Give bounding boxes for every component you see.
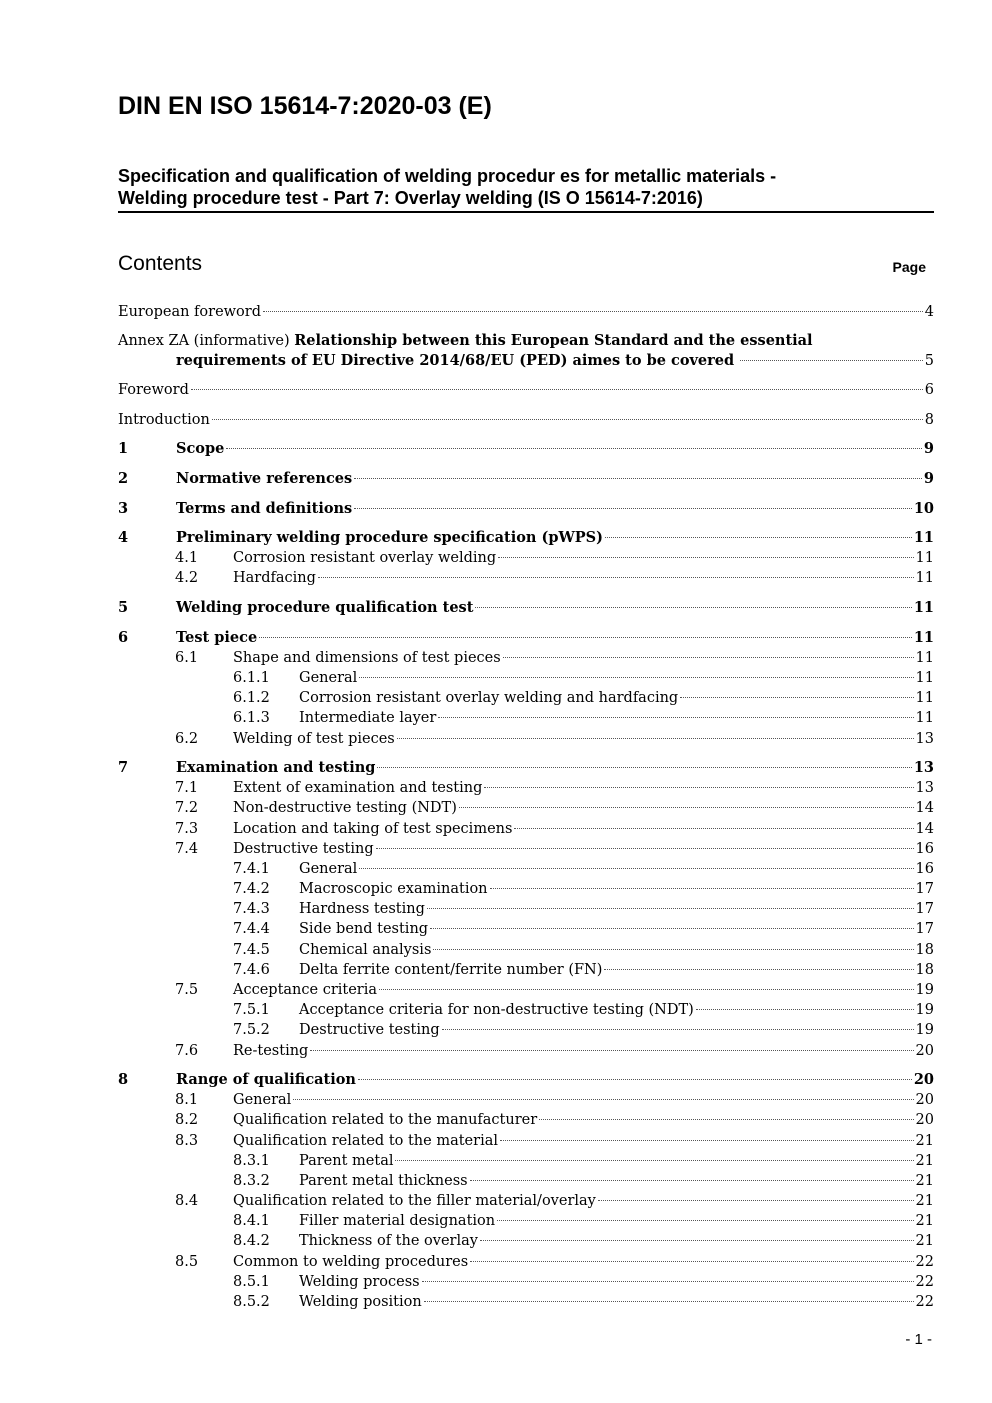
toc-entry-page: 21 xyxy=(915,1233,934,1249)
toc-leader xyxy=(293,1099,913,1100)
toc-entry-page: 11 xyxy=(915,550,934,566)
toc-entry[interactable] xyxy=(118,1211,934,1231)
toc-entry-title: Common to welding procedures xyxy=(233,1254,469,1270)
toc-leader xyxy=(480,1240,914,1241)
toc-leader xyxy=(442,1029,914,1030)
toc-leader xyxy=(358,1079,912,1080)
toc-entry[interactable] xyxy=(118,758,934,778)
toc-entry-title: General xyxy=(299,670,358,686)
toc-entry[interactable] xyxy=(118,628,934,648)
toc-entry[interactable] xyxy=(118,410,934,430)
toc-leader xyxy=(680,697,913,698)
toc-entry-title: Introduction xyxy=(118,412,210,428)
toc-leader xyxy=(598,1200,914,1201)
toc-entry-page: 19 xyxy=(915,1022,934,1038)
toc-entry[interactable] xyxy=(118,1000,934,1020)
toc-entry[interactable] xyxy=(118,839,934,859)
toc-leader xyxy=(539,1119,913,1120)
toc-entry-number: 7.5.1 xyxy=(233,1002,270,1018)
toc-entry[interactable] xyxy=(118,1292,934,1312)
toc-leader xyxy=(397,738,914,739)
toc-entry-title: Extent of examination and testing xyxy=(233,780,483,796)
toc-entry-number: 7.4.3 xyxy=(233,901,270,917)
toc-entry-page: 4 xyxy=(924,304,934,320)
toc-entry[interactable] xyxy=(118,1090,934,1110)
toc-entry-page: 16 xyxy=(915,841,934,857)
toc-entry-page: 11 xyxy=(915,690,934,706)
toc-leader xyxy=(376,848,914,849)
toc-entry[interactable] xyxy=(118,1110,934,1130)
toc-entry-title: Non-destructive testing (NDT) xyxy=(233,800,457,816)
toc-leader xyxy=(604,969,913,970)
toc-entry-page: 13 xyxy=(913,759,934,776)
toc-entry-title: Hardness testing xyxy=(299,901,425,917)
toc-entry-title: Chemical analysis xyxy=(299,942,432,958)
toc-entry-title: Corrosion resistant overlay welding xyxy=(233,550,497,566)
toc-entry[interactable] xyxy=(118,439,934,459)
annex-title-line-1: Relationship between this European Standard and the essential xyxy=(294,332,813,349)
toc-entry-title: Preliminary welding procedure specification (pWPS) xyxy=(176,529,603,546)
toc-entry[interactable] xyxy=(118,1272,934,1292)
toc-entry[interactable] xyxy=(118,1252,934,1272)
annex-prefix: Annex ZA (informative) xyxy=(118,333,295,349)
toc-leader xyxy=(740,360,923,361)
toc-entry-page: 9 xyxy=(923,470,934,487)
toc-entry-number: 7.5 xyxy=(175,982,199,998)
toc-entry-page: 18 xyxy=(915,962,934,978)
toc-leader xyxy=(212,419,923,420)
toc-entry[interactable] xyxy=(118,729,934,749)
toc-entry-title: Macroscopic examination xyxy=(299,881,488,897)
toc-entry-number: 6.1.2 xyxy=(233,690,270,706)
toc-entry-number: 7.4.1 xyxy=(233,861,270,877)
toc-entry-number: 7.2 xyxy=(175,800,199,816)
toc-entry-page: 21 xyxy=(915,1193,934,1209)
toc-entry-page: 22 xyxy=(915,1294,934,1310)
toc-entry[interactable] xyxy=(118,980,934,1000)
toc-entry-title: Hardfacing xyxy=(233,570,316,586)
toc-entry-title: Range of qualification xyxy=(176,1071,356,1088)
toc-entry-number: 8 xyxy=(118,1071,129,1088)
toc-entry-number: 8.4 xyxy=(175,1193,199,1209)
toc-entry-page: 17 xyxy=(915,921,934,937)
toc-entry-title: Qualification related to the manufacturer xyxy=(233,1112,538,1128)
toc-entry-title: Filler material designation xyxy=(299,1213,496,1229)
toc-entry-page: 9 xyxy=(923,440,934,457)
toc-entry[interactable] xyxy=(118,798,934,818)
toc-entry-title: Test piece xyxy=(176,629,258,646)
toc-leader xyxy=(484,787,913,788)
toc-entry-number: 5 xyxy=(118,599,129,616)
toc-entry-number: 4.2 xyxy=(175,570,199,586)
toc-leader xyxy=(377,767,911,768)
toc-entry[interactable] xyxy=(118,899,934,919)
toc-leader xyxy=(430,928,913,929)
toc-leader xyxy=(490,888,914,889)
toc-entry-number: 7.5.2 xyxy=(233,1022,270,1038)
document-subtitle xyxy=(118,165,934,213)
toc-entry[interactable] xyxy=(118,919,934,939)
annex-title-line-2: requirements of EU Directive 2014/68/EU (PED) aimes to be covered xyxy=(176,352,735,369)
toc-entry-title: Scope xyxy=(176,440,225,457)
toc-entry[interactable] xyxy=(118,819,934,839)
toc-entry-number: 3 xyxy=(118,500,129,517)
toc-entry[interactable] xyxy=(118,380,934,400)
subtitle-line-2: Welding procedure test - Part 7: Overlay welding (IS O 15614-7:2016) xyxy=(118,188,703,208)
toc-entry-title: Qualification related to the filler material/overlay xyxy=(233,1193,596,1209)
toc-entry-title: Parent metal thickness xyxy=(299,1173,468,1189)
toc-entry-title: Side bend testing xyxy=(299,921,429,937)
toc-entry-number: 7.4.2 xyxy=(233,881,270,897)
toc-entry-number: 8.5.1 xyxy=(233,1274,270,1290)
toc-entry[interactable] xyxy=(118,688,934,708)
toc-entry-title: Shape and dimensions of test pieces xyxy=(233,650,501,666)
toc-leader xyxy=(475,607,911,608)
toc-leader xyxy=(359,868,913,869)
toc-entry-page: 11 xyxy=(915,710,934,726)
toc-leader xyxy=(503,657,914,658)
toc-entry-title: Examination and testing xyxy=(176,759,376,776)
toc-entry-title: Parent metal xyxy=(299,1153,394,1169)
toc-leader xyxy=(696,1009,914,1010)
toc-entry-page: 17 xyxy=(915,881,934,897)
toc-entry[interactable] xyxy=(118,879,934,899)
toc-entry-page: 17 xyxy=(915,901,934,917)
toc-entry[interactable] xyxy=(118,1171,934,1191)
toc-entry-number: 8.5.2 xyxy=(233,1294,270,1310)
toc-entry-page: 22 xyxy=(915,1274,934,1290)
toc-leader xyxy=(605,537,912,538)
toc-entry-page: 20 xyxy=(915,1043,934,1059)
toc-entry-number: 8.1 xyxy=(175,1092,199,1108)
toc-entry-title: Delta ferrite content/ferrite number (FN) xyxy=(299,962,603,978)
toc-leader xyxy=(318,577,914,578)
toc-entry-annex-za[interactable] xyxy=(118,331,934,371)
toc-entry[interactable] xyxy=(118,778,934,798)
toc-entry[interactable] xyxy=(118,1131,934,1151)
toc-entry[interactable] xyxy=(118,1070,934,1090)
document-title: DIN EN ISO 15614-7:2020-03 (E) xyxy=(118,92,492,120)
toc-entry-number: 8.4.2 xyxy=(233,1233,270,1249)
toc-entry-page: 19 xyxy=(915,982,934,998)
toc-entry-title: Welding of test pieces xyxy=(233,731,395,747)
toc-entry-page: 21 xyxy=(915,1133,934,1149)
toc-leader xyxy=(424,1301,914,1302)
toc-entry-number: 8.4.1 xyxy=(233,1213,270,1229)
toc-entry-page: 19 xyxy=(915,1002,934,1018)
toc-entry-title: Qualification related to the material xyxy=(233,1133,498,1149)
toc-entry[interactable] xyxy=(118,1041,934,1061)
toc-entry-number: 2 xyxy=(118,470,129,487)
toc-entry-page: 22 xyxy=(915,1254,934,1270)
toc-entry-page: 21 xyxy=(915,1173,934,1189)
toc-entry[interactable] xyxy=(118,648,934,668)
toc-entry-title: Normative references xyxy=(176,470,353,487)
toc-entry-page: 20 xyxy=(915,1112,934,1128)
toc-leader xyxy=(263,311,923,312)
toc-entry-title: Acceptance criteria for non-destructive testing (NDT) xyxy=(299,1002,694,1018)
toc-entry-title: Welding position xyxy=(299,1294,422,1310)
toc-entry[interactable] xyxy=(118,1151,934,1171)
toc-entry-title: Re-testing xyxy=(233,1043,309,1059)
toc-entry-number: 8.2 xyxy=(175,1112,199,1128)
toc-entry[interactable] xyxy=(118,598,934,618)
toc-entry-number: 6.1.3 xyxy=(233,710,270,726)
toc-entry[interactable] xyxy=(118,568,934,588)
toc-entry[interactable] xyxy=(118,859,934,879)
toc-leader xyxy=(438,717,913,718)
toc-leader xyxy=(359,677,913,678)
toc-entry-number: 8.3.2 xyxy=(233,1173,270,1189)
toc-entry-page: 21 xyxy=(915,1213,934,1229)
toc-entry-page: 6 xyxy=(924,382,934,398)
contents-heading: Contents xyxy=(118,252,203,275)
toc-leader xyxy=(354,508,912,509)
toc-entry-page: 11 xyxy=(915,570,934,586)
toc-entry-number: 7 xyxy=(118,759,129,776)
toc-entry-title: Foreword xyxy=(118,382,189,398)
toc-leader xyxy=(459,807,914,808)
toc-entry-page: 18 xyxy=(915,942,934,958)
toc-entry-page: 20 xyxy=(913,1071,934,1088)
toc-entry-title: Location and taking of test specimens xyxy=(233,821,513,837)
subtitle-line-1: Specification and qualification of welding procedur es for metallic materials - xyxy=(118,166,777,186)
toc-entry-number: 6.1 xyxy=(175,650,199,666)
toc-entry-number: 6.2 xyxy=(175,731,199,747)
toc-entry-number: 6.1.1 xyxy=(233,670,270,686)
toc-leader xyxy=(422,1281,914,1282)
toc-entry-page: 10 xyxy=(913,500,934,517)
toc-leader xyxy=(379,989,914,990)
toc-leader xyxy=(497,1220,913,1221)
toc-leader xyxy=(259,637,912,638)
toc-leader xyxy=(433,949,913,950)
toc-entry-number: 4.1 xyxy=(175,550,199,566)
toc-entry-number: 1 xyxy=(118,440,129,457)
toc-entry-title: General xyxy=(233,1092,292,1108)
toc-leader xyxy=(514,828,913,829)
toc-leader xyxy=(498,557,913,558)
toc-entry-number: 7.4 xyxy=(175,841,199,857)
toc-leader xyxy=(226,448,922,449)
toc-entry[interactable] xyxy=(118,960,934,980)
toc-entry[interactable] xyxy=(118,668,934,688)
toc-entry-number: 8.5 xyxy=(175,1254,199,1270)
toc-entry[interactable] xyxy=(118,1231,934,1251)
toc-entry-title: Acceptance criteria xyxy=(233,982,378,998)
toc-entry[interactable] xyxy=(118,528,934,548)
toc-entry-page: 11 xyxy=(913,599,934,616)
toc-entry-title: Destructive testing xyxy=(233,841,374,857)
toc-leader xyxy=(427,908,914,909)
toc-entry-page: 20 xyxy=(915,1092,934,1108)
toc-entry-number: 6 xyxy=(118,629,129,646)
toc-entry[interactable] xyxy=(118,469,934,489)
toc-entry-title: Thickness of the overlay xyxy=(299,1233,478,1249)
toc-leader xyxy=(470,1261,913,1262)
toc-entry-title: Intermediate layer xyxy=(299,710,437,726)
toc-entry-title: Welding process xyxy=(299,1274,420,1290)
toc-entry-number: 7.4.5 xyxy=(233,942,270,958)
toc-entry[interactable] xyxy=(118,548,934,568)
toc-entry-page: 11 xyxy=(915,650,934,666)
toc-entry[interactable] xyxy=(118,940,934,960)
toc-entry-page: 21 xyxy=(915,1153,934,1169)
toc-entry-page: 13 xyxy=(915,780,934,796)
toc-entry-number: 7.6 xyxy=(175,1043,199,1059)
toc-entry-page: 11 xyxy=(913,629,934,646)
toc-entry-page: 11 xyxy=(913,529,934,546)
annex-page: 5 xyxy=(924,353,934,369)
toc-entry-number: 4 xyxy=(118,529,129,546)
toc-entry-number: 7.4.6 xyxy=(233,962,270,978)
toc-entry[interactable] xyxy=(118,708,934,728)
toc-entry-number: 8.3 xyxy=(175,1133,199,1149)
toc-entry-title: Terms and definitions xyxy=(176,500,353,517)
toc-leader xyxy=(310,1050,913,1051)
toc-entry-number: 7.1 xyxy=(175,780,199,796)
toc-leader xyxy=(354,478,922,479)
toc-entry[interactable] xyxy=(118,1020,934,1040)
toc-entry[interactable] xyxy=(118,1191,934,1211)
toc-leader xyxy=(395,1160,913,1161)
toc-entry-page: 13 xyxy=(915,731,934,747)
toc-entry-title: Destructive testing xyxy=(299,1022,440,1038)
toc-entry[interactable] xyxy=(118,302,934,322)
toc-entry-page: 8 xyxy=(924,412,934,428)
toc-entry-number: 7.3 xyxy=(175,821,199,837)
toc-entry-page: 11 xyxy=(915,670,934,686)
toc-entry-page: 14 xyxy=(915,821,934,837)
page-number: - 1 - xyxy=(905,1331,932,1348)
toc-entry-number: 7.4.4 xyxy=(233,921,270,937)
toc-entry-title: European foreword xyxy=(118,304,262,320)
toc-entry-page: 14 xyxy=(915,800,934,816)
toc-leader xyxy=(470,1180,914,1181)
toc-entry-number: 8.3.1 xyxy=(233,1153,270,1169)
toc-entry-page: 16 xyxy=(915,861,934,877)
toc-entry-title: General xyxy=(299,861,358,877)
toc-leader xyxy=(191,389,923,390)
toc-leader xyxy=(500,1140,914,1141)
toc-entry-title: Corrosion resistant overlay welding and hardfacing xyxy=(299,690,679,706)
page-column-label: Page xyxy=(892,259,926,275)
toc-entry[interactable] xyxy=(118,499,934,519)
toc-entry-title: Welding procedure qualification test xyxy=(176,599,474,616)
